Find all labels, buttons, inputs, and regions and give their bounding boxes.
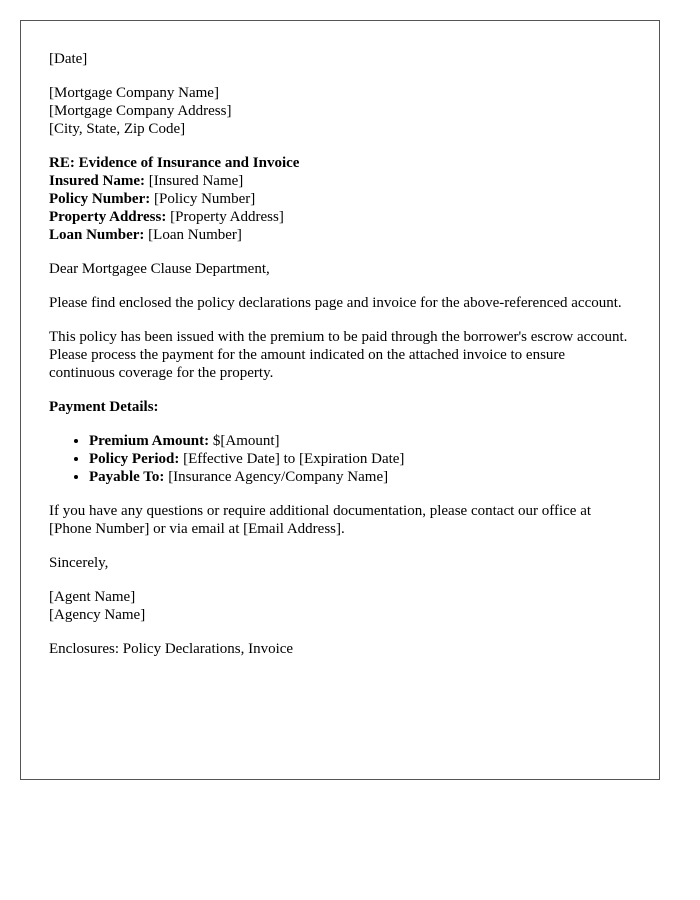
premium-amount-label: Premium Amount: <box>89 433 210 449</box>
subject-line: RE: Evidence of Insurance and Invoice <box>49 155 300 171</box>
insured-name-line <box>49 172 631 190</box>
insured-name-label: Insured Name: <box>49 173 145 189</box>
mortgage-company-name: [Mortgage Company Name] <box>49 85 219 101</box>
property-address-line <box>49 208 631 226</box>
paragraph-enclosed: Please find enclosed the policy declarations page and invoice for the above-referenced account. <box>49 295 622 311</box>
policy-period-label: Policy Period: <box>89 451 180 467</box>
payable-to-value: [Insurance Agency/Company Name] <box>164 469 389 485</box>
payable-to-label: Payable To: <box>89 469 165 485</box>
city-state-zip: [City, State, Zip Code] <box>49 121 186 137</box>
recipient-address <box>49 84 631 138</box>
letter-page <box>20 20 660 780</box>
list-item-premium-amount <box>89 432 631 450</box>
policy-number-value: [Policy Number] <box>150 191 256 207</box>
letter-date: [Date] <box>49 51 88 67</box>
salutation: Dear Mortgagee Clause Department, <box>49 261 270 277</box>
paragraph-escrow: This policy has been issued with the premium to be paid through the borrower's escrow account. Please process the payment for the amount indicated on the attached invoice to ensure continuous coverage for the property. <box>49 329 628 381</box>
list-item-payable-to <box>89 468 631 486</box>
payment-details-list <box>49 432 631 486</box>
list-item-policy-period <box>89 450 631 468</box>
policy-number-label: Policy Number: <box>49 191 151 207</box>
payment-details-heading: Payment Details: <box>49 399 159 415</box>
agent-name: [Agent Name] <box>49 589 136 605</box>
loan-number-value: [Loan Number] <box>144 227 242 243</box>
policy-period-value: [Effective Date] to [Expiration Date] <box>179 451 405 467</box>
paragraph-contact: If you have any questions or require additional documentation, please contact our office at [Phone Number] or via email at [Email Address]. <box>49 503 592 537</box>
date-block <box>49 50 631 68</box>
property-address-value: [Property Address] <box>166 209 284 225</box>
agency-name: [Agency Name] <box>49 607 146 623</box>
loan-number-line <box>49 226 631 244</box>
premium-amount-value: $[Amount] <box>209 433 280 449</box>
loan-number-label: Loan Number: <box>49 227 145 243</box>
mortgage-company-address: [Mortgage Company Address] <box>49 103 232 119</box>
reference-block <box>49 154 631 244</box>
signature-block <box>49 588 631 624</box>
enclosures-line: Enclosures: Policy Declarations, Invoice <box>49 641 294 657</box>
closing: Sincerely, <box>49 555 109 571</box>
policy-number-line <box>49 190 631 208</box>
property-address-label: Property Address: <box>49 209 167 225</box>
insured-name-value: [Insured Name] <box>144 173 244 189</box>
